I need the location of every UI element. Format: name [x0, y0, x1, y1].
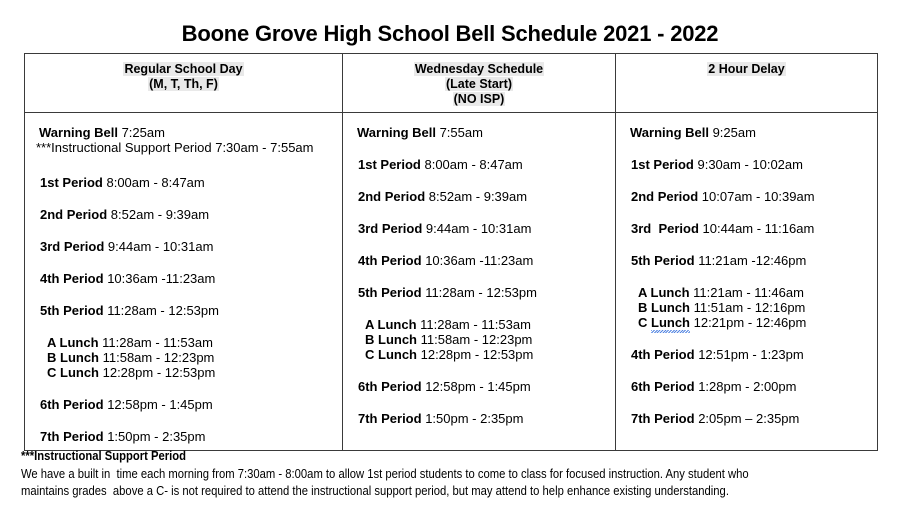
schedule-entry: [616, 157, 877, 172]
schedule-entry: [616, 125, 877, 140]
schedule-entry: [25, 303, 342, 318]
schedule-entry: [25, 239, 342, 254]
schedule-entry-time: 12:51pm - 1:23pm: [694, 347, 804, 362]
schedule-entry-label: 1st Period: [358, 157, 421, 172]
column-header-two-hour-delay: [616, 54, 878, 113]
column-header-line: [616, 62, 877, 77]
column-header-highlight: Wednesday Schedule: [414, 62, 544, 76]
schedule-entry-time: 11:21am -12:46pm: [694, 253, 807, 268]
schedule-entry: [25, 365, 342, 380]
column-header-regular-text: [25, 54, 342, 92]
schedule-entry: [343, 189, 615, 204]
page-title: Boone Grove High School Bell Schedule 2021 - 2022: [181, 21, 719, 46]
schedule-entry: [616, 253, 877, 268]
schedule-entry-time: 12:28pm - 12:53pm: [417, 347, 534, 362]
schedule-entry-time: ***Instructional Support Period 7:30am - 7:55am: [36, 140, 314, 155]
column-header-highlight: (M, T, Th, F): [149, 77, 218, 91]
schedule-entry-time: 1:50pm - 2:35pm: [421, 411, 524, 426]
schedule-entry: [343, 317, 615, 332]
schedule-entry-time: 12:58pm - 1:45pm: [421, 379, 531, 394]
column-header-two-hour-delay-text: [616, 54, 877, 77]
schedule-entry: [616, 189, 877, 204]
schedule-entry-time: 8:52am - 9:39am: [107, 207, 210, 222]
schedule-entry-time: 11:51am - 12:16pm: [690, 300, 806, 315]
schedule-entry-label: A Lunch: [47, 335, 99, 350]
column-header-wednesday: [343, 54, 616, 113]
schedule-entry-time: 8:00am - 8:47am: [420, 157, 523, 172]
schedule-list-regular: [25, 113, 342, 450]
schedule-entry-label: C Lunch: [365, 347, 417, 362]
schedule-entry: [616, 285, 877, 300]
column-body-wednesday: [343, 113, 616, 451]
schedule-list-wednesday: [343, 113, 615, 432]
schedule-entry-label: 2nd Period: [358, 189, 426, 204]
schedule-entry: [616, 221, 877, 236]
bell-schedule-table: [24, 53, 878, 451]
schedule-entry: [343, 253, 615, 268]
column-header-line: [25, 62, 342, 77]
schedule-entry: [343, 221, 615, 236]
schedule-entry-label: 2nd Period: [631, 189, 699, 204]
schedule-entry-label: 7th Period: [40, 429, 104, 444]
schedule-entry-label: 6th Period: [358, 379, 422, 394]
schedule-entry-label: Warning Bell: [39, 125, 118, 140]
schedule-entry-time: 8:00am - 8:47am: [102, 175, 205, 190]
schedule-entry: [343, 285, 615, 300]
schedule-list-two-hour-delay: [616, 113, 877, 432]
schedule-entry-label: Warning Bell: [357, 125, 436, 140]
schedule-entry-label: B Lunch: [365, 332, 417, 347]
schedule-entry-time: 7:55am: [435, 125, 483, 140]
schedule-entry-label: 6th Period: [631, 379, 695, 394]
schedule-entry: [343, 157, 615, 172]
schedule-entry: [616, 411, 877, 426]
schedule-entry-label: 1st Period: [631, 157, 694, 172]
footnote-title: ***Instructional Support Period: [21, 449, 187, 463]
schedule-entry: [616, 315, 877, 330]
schedule-entry-time: 10:36am -11:23am: [103, 271, 216, 286]
schedule-entry-label: 7th Period: [358, 411, 422, 426]
schedule-entry-time: 12:28pm - 12:53pm: [99, 365, 216, 380]
column-header-regular: [25, 54, 343, 113]
schedule-entry-time: 11:28am - 12:53pm: [103, 303, 219, 318]
schedule-entry-time: 8:52am - 9:39am: [425, 189, 528, 204]
schedule-entry-time: 11:28am - 12:53pm: [421, 285, 537, 300]
schedule-entry-time: 11:28am - 11:53am: [416, 317, 531, 332]
schedule-entry-time: 9:25am: [708, 125, 756, 140]
schedule-entry-label: 7th Period: [631, 411, 695, 426]
schedule-entry: [25, 397, 342, 412]
schedule-entry: [25, 335, 342, 350]
footnote-body: We have a built in time each morning from 7:30am - 8:00am to allow 1st period students to come to class for focused instruction. Any student who maintains grades above a C- is not required to attend the instructional support period, but may attend to help enhance existing understanding.: [21, 466, 752, 498]
schedule-entry-label: 1st Period: [40, 175, 103, 190]
schedule-entry-time: 10:36am -11:23am: [421, 253, 534, 268]
schedule-entry-label: 4th Period: [358, 253, 422, 268]
schedule-entry-time: 10:44am - 11:16am: [698, 221, 815, 236]
schedule-entry-label: 5th Period: [40, 303, 104, 318]
schedule-entry-time: 1:50pm - 2:35pm: [103, 429, 206, 444]
schedule-entry-label: 5th Period: [631, 253, 695, 268]
schedule-entry-time: 11:58am - 12:23pm: [417, 332, 533, 347]
schedule-entry-time: 11:28am - 11:53am: [98, 335, 213, 350]
schedule-entry-label: 3rd Period: [358, 221, 423, 236]
schedule-entry-label: 3rd Period: [40, 239, 105, 254]
footnote: [21, 448, 795, 501]
schedule-entry: [25, 125, 342, 140]
column-header-highlight: (Late Start): [446, 77, 512, 91]
schedule-entry-label: 4th Period: [40, 271, 104, 286]
schedule-entry-time: 12:21pm - 12:46pm: [690, 315, 807, 330]
schedule-entry: [343, 125, 615, 140]
schedule-entry: [25, 175, 342, 190]
schedule-entry-time: 9:44am - 10:31am: [104, 239, 214, 254]
table-header-row: [25, 54, 878, 113]
schedule-entry: [616, 379, 877, 394]
schedule-entry: [343, 411, 615, 426]
column-header-line: [343, 92, 615, 107]
schedule-entry-label: 5th Period: [358, 285, 422, 300]
column-header-highlight: 2 Hour Delay: [708, 62, 785, 76]
schedule-entry-time: 11:58am - 12:23pm: [99, 350, 215, 365]
schedule-entry-label: B Lunch: [638, 300, 690, 315]
column-header-wednesday-text: [343, 54, 615, 107]
column-header-highlight: (NO ISP): [453, 92, 505, 106]
column-body-regular: [25, 113, 343, 451]
schedule-entry: [25, 140, 342, 155]
schedule-entry-time: 9:30am - 10:02am: [693, 157, 803, 172]
schedule-entry: [343, 379, 615, 394]
schedule-entry-time: 2:05pm – 2:35pm: [694, 411, 800, 426]
schedule-entry-time: 9:44am - 10:31am: [422, 221, 532, 236]
schedule-entry: [25, 271, 342, 286]
schedule-entry-label: 6th Period: [40, 397, 104, 412]
table-body-row: [25, 113, 878, 451]
schedule-entry-label: 3rd Period: [631, 221, 699, 236]
schedule-entry: [25, 207, 342, 222]
schedule-entry-time: 11:21am - 11:46am: [689, 285, 804, 300]
schedule-entry-label: 2nd Period: [40, 207, 108, 222]
schedule-entry: [343, 347, 615, 362]
schedule-entry-time: 12:58pm - 1:45pm: [103, 397, 213, 412]
schedule-entry: [25, 350, 342, 365]
column-header-highlight: Regular School Day: [124, 62, 243, 76]
schedule-entry-time: 1:28pm - 2:00pm: [694, 379, 797, 394]
schedule-entry-label: 4th Period: [631, 347, 695, 362]
column-header-line: [343, 77, 615, 92]
schedule-entry-label: C Lunch: [638, 315, 690, 330]
schedule-entry-time: 10:07am - 10:39am: [698, 189, 815, 204]
schedule-entry-label: B Lunch: [47, 350, 99, 365]
schedule-entry-time: 7:25am: [117, 125, 165, 140]
schedule-entry-label: C Lunch: [47, 365, 99, 380]
column-header-line: [25, 77, 342, 92]
schedule-entry: [25, 429, 342, 444]
schedule-entry-label: Warning Bell: [630, 125, 709, 140]
schedule-entry: [343, 332, 615, 347]
schedule-entry: [616, 300, 877, 315]
column-body-two-hour-delay: [616, 113, 878, 451]
column-header-line: [343, 62, 615, 77]
schedule-entry-label: A Lunch: [638, 285, 690, 300]
spellcheck-underline: Lunch: [651, 315, 690, 330]
schedule-entry: [616, 347, 877, 362]
schedule-entry-label: A Lunch: [365, 317, 417, 332]
